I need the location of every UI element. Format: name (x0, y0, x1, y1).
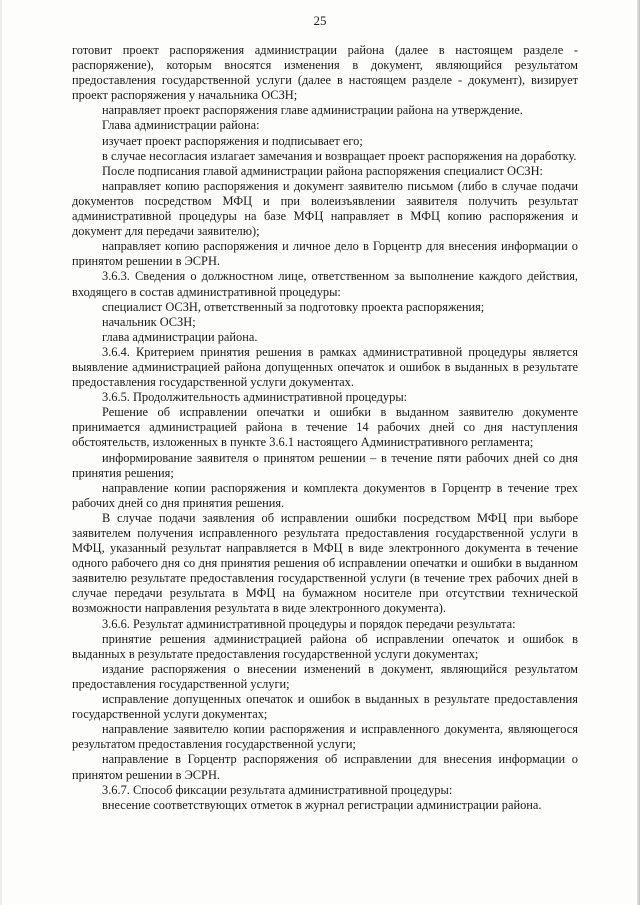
paragraph: направление заявителю копии распоряжения и исправленного документа, являющегося результатом предоставления государственной услуги; (72, 722, 578, 752)
paragraph: В случае подачи заявления об исправлении ошибки посредством МФЦ при выборе заявителем получения исправленного результата предоставления государственной услуги в МФЦ, указанный результат направляется в МФЦ в виде электронного документа в течение одного рабочего дня со дня принятия решения об исправлении опечатки и ошибки в выданном заявителю результате предоставления государственной услуги (в течение трех рабочих дней в случае передачи результата в МФЦ на бумажном носителе при отсутствии технической возможности направления результата в виде электронного документа). (72, 510, 578, 616)
paragraph: Глава администрации района: (102, 118, 260, 133)
paragraph: 3.6.4. Критерием принятия решения в рамках административной процедуры является выявление администрацией района допущенных опечаток и ошибок в выданных в результате предоставления государственной услуги документах. (72, 344, 578, 390)
paragraph: направление в Горцентр распоряжения об исправлении для внесения информации о принятом решении в ЭСРН. (72, 752, 578, 782)
paragraph: глава администрации района. (102, 329, 258, 344)
page-number: 25 (313, 13, 327, 28)
paragraph: Решение об исправлении опечатки и ошибки в выданном заявителю документе принимается администрацией района в течение 14 рабочих дней со дня наступления обстоятельств, изложенных в пункте 3.6.1 настоящего Административного регламента; (72, 405, 578, 450)
paragraph: 3.6.7. Способ фиксации результата административной процедуры: (102, 782, 453, 797)
scan-left-edge (0, 0, 2, 905)
paragraph: исправление допущенных опечаток и ошибок в выданных в результате предоставления государственной услуги документах; (72, 692, 578, 722)
paragraph: направляет проект распоряжения главе администрации района на утверждение. (102, 103, 523, 118)
paragraph: 3.6.5. Продолжительность административной процедуры: (102, 390, 408, 405)
paragraph: специалист ОСЗН, ответственный за подготовку проекта распоряжения; (102, 299, 485, 314)
paragraph: направляет копию распоряжения и документ заявителю письмом (либо в случае подачи документов посредством МФЦ и при волеизъявлении заявителя получить результат административной процедуры на базе МФЦ направляет в МФЦ копию распоряжения и документ для передачи заявителю); (72, 178, 578, 239)
paragraph: готовит проект распоряжения администрации района (далее в настоящем разделе - распоряжение), которым вносятся изменения в документ, являющийся результатом предоставления государственной услуги (далее в настоящем разделе - документ), визирует проект распоряжения у начальника ОСЗН; (72, 43, 578, 103)
paragraph: в случае несогласия излагает замечания и возвращает проект распоряжения на доработку. (102, 148, 577, 163)
paragraph: 3.6.3. Сведения о должностном лице, ответственном за выполнение каждого действия, входящего в состав административной процедуры: (72, 269, 578, 299)
paragraph: 3.6.6. Результат административной процедуры и порядок передачи результата: (102, 616, 516, 631)
paragraph: направление копии распоряжения и комплекта документов в Горцентр в течение трех рабочих дней со дня принятия решения. (72, 480, 578, 510)
body-text (72, 43, 578, 813)
paragraph: После подписания главой администрации района распоряжения специалист ОСЗН: (102, 163, 543, 178)
paragraph: направляет копию распоряжения и личное дело в Горцентр для внесения информации о принятом решении в ЭСРН. (72, 239, 578, 269)
paragraph: информирование заявителя о принятом решении – в течение пяти рабочих дней со дня принятия решения; (72, 450, 578, 480)
paragraph: принятие решения администрацией района об исправлении опечаток и ошибок в выданных в результате предоставления государственной услуги документах; (72, 631, 578, 661)
paragraph: начальник ОСЗН; (102, 314, 196, 329)
paragraph: издание распоряжения о внесении изменений в документ, являющийся результатом предоставления государственной услуги; (72, 661, 578, 691)
paragraph: изучает проект распоряжения и подписывает его; (102, 133, 363, 148)
paragraph: внесение соответствующих отметок в журнал регистрации администрации района. (102, 797, 542, 812)
